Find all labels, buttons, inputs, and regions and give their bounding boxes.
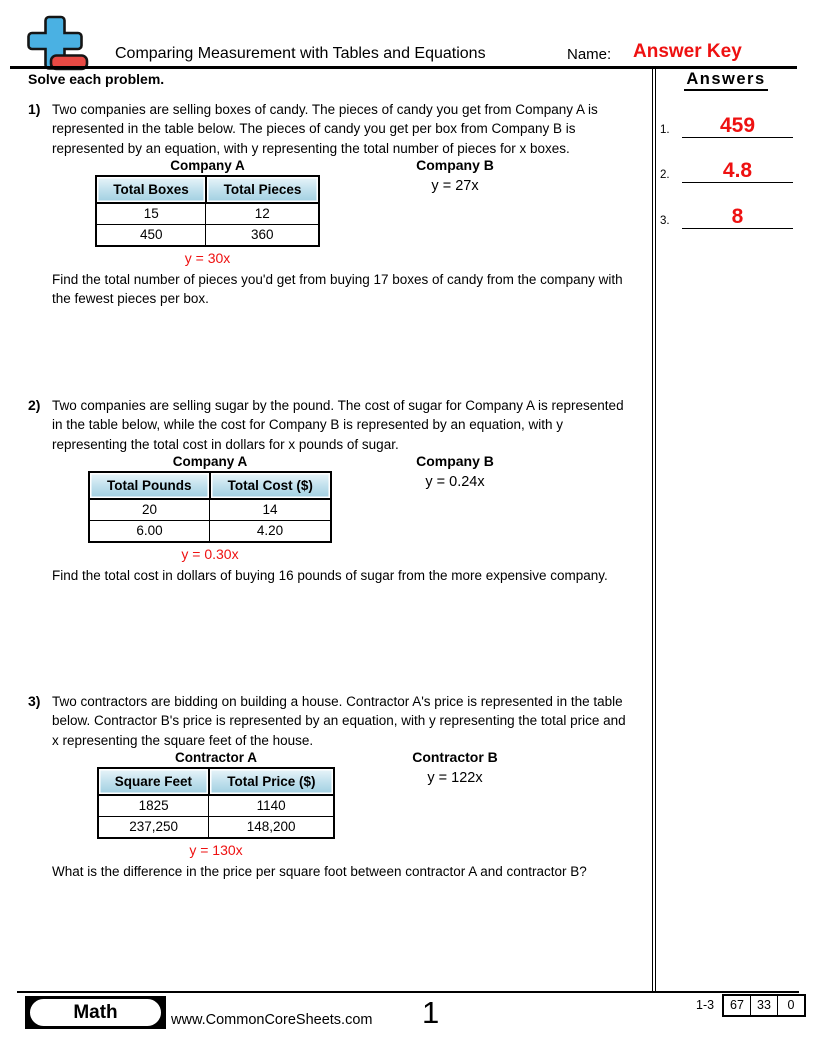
- problem-body: [52, 692, 632, 881]
- company-b-block: [355, 158, 555, 196]
- answer-value: 8: [682, 206, 793, 229]
- table-cell: 15: [96, 203, 206, 225]
- company-a-block: [95, 158, 320, 267]
- problem-3: [28, 692, 640, 881]
- table-cell: 1140: [209, 795, 334, 817]
- problem-body: [52, 396, 632, 585]
- table-cell: 20: [89, 499, 210, 521]
- table-cell: 237,250: [98, 816, 209, 838]
- table-equation-answer: y = 0.30x: [181, 545, 239, 562]
- page-number: 1: [422, 995, 440, 1030]
- table-cell: 4.20: [210, 520, 332, 542]
- subject-badge: [25, 996, 166, 1029]
- instruction-text: Solve each problem.: [28, 71, 165, 87]
- answer-value: 459: [682, 115, 793, 138]
- footer-rule: [17, 991, 799, 993]
- table-header-cell: Total Price ($): [209, 768, 334, 795]
- data-table: [97, 767, 335, 839]
- score-table: [722, 994, 806, 1017]
- header-rule: [10, 66, 797, 69]
- table-cell: 360: [206, 224, 319, 246]
- table-equation-answer: y = 30x: [184, 249, 231, 266]
- data-table: [88, 471, 332, 543]
- company-b-block: [355, 454, 555, 492]
- table-header-cell: Total Pieces: [206, 176, 319, 203]
- equation-title: Contractor B: [412, 748, 498, 765]
- table-cell: 6.00: [89, 520, 210, 542]
- website-url: www.CommonCoreSheets.com: [171, 1012, 373, 1028]
- score-cell: 0: [777, 996, 804, 1015]
- problem-text: Two companies are selling sugar by the pound. The cost of sugar for Company A is represented in the table below, while the cost for Company B is represented by an equation, with y representing the total cost in dollars for x pounds of sugar.: [52, 398, 624, 452]
- problem-question: Find the total number of pieces you'd get from buying 17 boxes of candy from the company with the fewest pieces per box.: [52, 271, 623, 307]
- table-cell: 12: [206, 203, 319, 225]
- problem-2: [28, 396, 640, 585]
- equation-value: y = 0.24x: [425, 473, 485, 490]
- answer-key-text: Answer Key: [633, 41, 742, 62]
- table-header-cell: Square Feet: [98, 768, 209, 795]
- table-title: Company A: [170, 157, 245, 173]
- problem-columns: [52, 454, 632, 563]
- table-header-cell: Total Pounds: [89, 472, 210, 499]
- table-header-cell: Total Cost ($): [210, 472, 332, 499]
- contractor-b-block: [355, 750, 555, 788]
- problem-number: 3): [28, 693, 41, 709]
- problem-body: [52, 100, 632, 308]
- subject-label: Math: [30, 999, 161, 1026]
- contractor-a-block: [97, 750, 335, 859]
- answer-number: 1.: [660, 124, 670, 136]
- table-title: Company A: [172, 453, 248, 469]
- answer-value: 4.8: [682, 160, 793, 183]
- problem-number: 1): [28, 101, 41, 117]
- name-label: Name:: [567, 46, 612, 63]
- answer-number: 3.: [660, 215, 670, 227]
- table-equation-answer: y = 130x: [189, 841, 243, 858]
- company-a-block: [88, 454, 332, 563]
- score-cell: 67: [730, 998, 744, 1012]
- problem-range-label: 1-3: [696, 998, 715, 1012]
- equation-title: Company B: [416, 156, 494, 173]
- table-title: Contractor A: [174, 749, 257, 765]
- answer-item-1: [660, 114, 793, 138]
- problem-1: [28, 100, 640, 308]
- data-table: [95, 175, 320, 247]
- equation-title: Company B: [416, 452, 494, 469]
- problem-number: 2): [28, 397, 41, 413]
- score-cell: 33: [750, 996, 777, 1015]
- problem-question: Find the total cost in dollars of buying 16 pounds of sugar from the more expensive company.: [52, 567, 608, 583]
- table-cell: 450: [96, 224, 206, 246]
- table-cell: 14: [210, 499, 332, 521]
- equation-value: y = 122x: [427, 769, 483, 786]
- answers-column: [656, 70, 796, 980]
- page-title: Comparing Measurement with Tables and Equations: [115, 45, 486, 62]
- table-cell: 148,200: [209, 816, 334, 838]
- equation-value: y = 27x: [431, 177, 479, 194]
- problem-text: Two contractors are bidding on building a house. Contractor A's price is represented in the table below. Contractor B's price is represented by an equation, with y representing the total price and x representing the square feet of the house.: [52, 694, 626, 748]
- problem-columns: [52, 158, 632, 267]
- answers-title: Answers: [656, 70, 796, 89]
- answer-item-2: [660, 159, 793, 183]
- problem-question: What is the difference in the price per square foot between contractor A and contractor B?: [52, 863, 587, 879]
- table-header-cell: Total Boxes: [96, 176, 206, 203]
- answer-number: 2.: [660, 169, 670, 181]
- problem-columns: [52, 750, 632, 859]
- problem-text: Two companies are selling boxes of candy. The pieces of candy you get from Company A is represented in the table below. The pieces of candy you get per box from Company B is represented by an equation, with y representing the total number of pieces for x boxes.: [52, 102, 598, 156]
- answer-item-3: [660, 205, 793, 229]
- table-cell: 1825: [98, 795, 209, 817]
